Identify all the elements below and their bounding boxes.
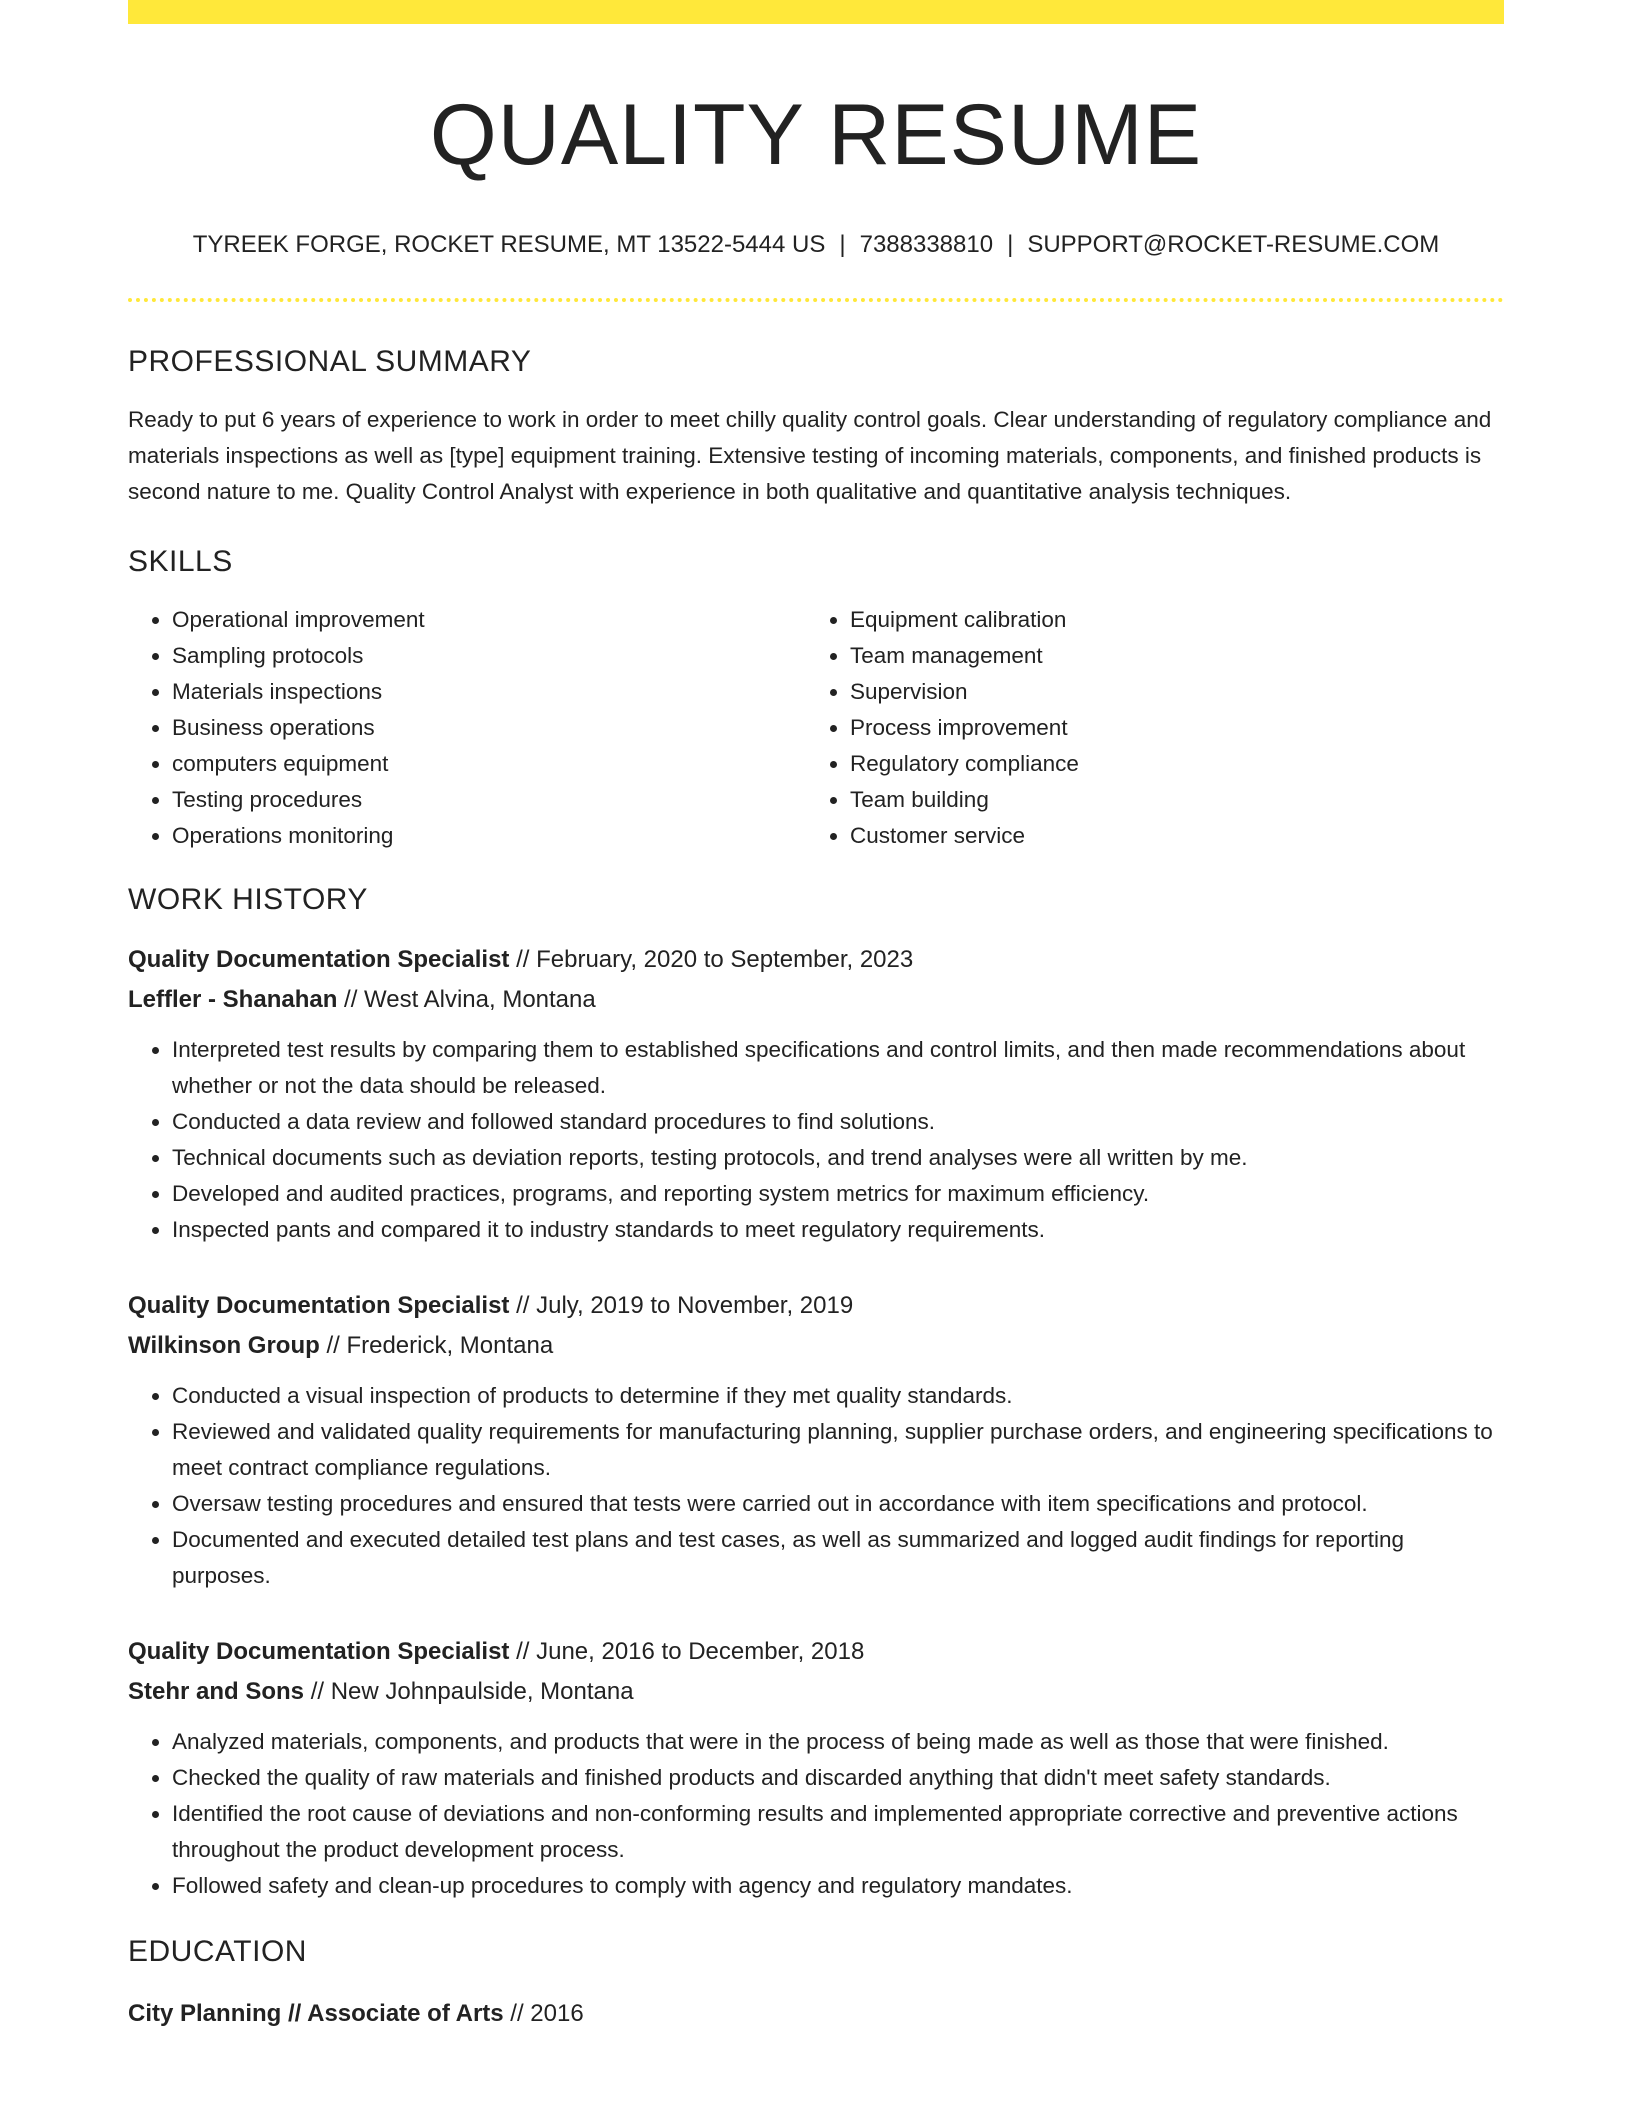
job-bullet: • Followed safety and clean-up procedures to comply with agency and regulatory mandates. — [172, 1868, 1504, 1904]
skill-item: • Operations monitoring — [172, 818, 806, 854]
job-bullet: • Conducted a visual inspection of products to determine if they met quality standards. — [172, 1378, 1504, 1414]
skill-item: • Testing procedures — [172, 782, 806, 818]
job-bullets — [128, 1724, 1504, 1904]
job-bullet: • Interpreted test results by comparing them to established specifications and control limits, and then made recommendations about whether or not the data should be released. — [172, 1032, 1504, 1104]
job-bullet: • Reviewed and validated quality requirements for manufacturing planning, supplier purchase orders, and engineering specifications to meet contract compliance regulations. — [172, 1414, 1504, 1486]
education-degree: City Planning // Associate of Arts — [128, 1999, 504, 2027]
skill-item: • Sampling protocols — [172, 638, 806, 674]
skills-list — [128, 602, 1504, 854]
dotted-divider — [128, 298, 1504, 302]
job-role: Quality Documentation Specialist — [128, 1291, 510, 1319]
skill-item: • Customer service — [850, 818, 1484, 854]
contact-phone: 7388338810 — [859, 231, 994, 259]
job-location: // West Alvina, Montana — [337, 985, 596, 1013]
job-bullet: • Identified the root cause of deviations and non-conforming results and implemented appropriate corrective and preventive actions throughout the product development process. — [172, 1796, 1504, 1868]
job-company: Stehr and Sons — [128, 1677, 305, 1705]
contact-email: SUPPORT@ROCKET-RESUME.COM — [1027, 231, 1440, 259]
job-title-line — [128, 1632, 1504, 1672]
job-bullets — [128, 1032, 1504, 1248]
job-bullet: • Analyzed materials, components, and products that were in the process of being made as well as those that were finished. — [172, 1724, 1504, 1760]
skills-column-left — [128, 602, 806, 854]
job-company-line — [128, 1326, 1504, 1366]
skill-item: • Regulatory compliance — [850, 746, 1484, 782]
skills-column-right — [806, 602, 1484, 854]
education-year: // 2016 — [503, 1999, 584, 2027]
skills-heading: SKILLS — [128, 544, 233, 578]
job-company-line — [128, 1672, 1504, 1712]
skill-item: • Business operations — [172, 710, 806, 746]
job-entry — [128, 1286, 1504, 1594]
education-entry — [128, 1994, 1504, 2034]
job-role: Quality Documentation Specialist — [128, 945, 510, 973]
job-location: // New Johnpaulside, Montana — [304, 1677, 634, 1705]
skill-item: • Process improvement — [850, 710, 1484, 746]
job-entry — [128, 940, 1504, 1248]
job-bullet: • Documented and executed detailed test plans and test cases, as well as summarized and logged audit findings for reporting purposes. — [172, 1522, 1504, 1594]
skill-item: • Team management — [850, 638, 1484, 674]
education-heading: EDUCATION — [128, 1934, 307, 1968]
skill-item: • Team building — [850, 782, 1484, 818]
skill-item: • Materials inspections — [172, 674, 806, 710]
job-bullet: • Oversaw testing procedures and ensured that tests were carried out in accordance with item specifications and protocol. — [172, 1486, 1504, 1522]
job-dates: // June, 2016 to December, 2018 — [509, 1637, 865, 1665]
job-company-line — [128, 980, 1504, 1020]
job-title-line — [128, 940, 1504, 980]
contact-line — [128, 231, 1504, 260]
skill-item: • computers equipment — [172, 746, 806, 782]
job-location: // Frederick, Montana — [319, 1331, 554, 1359]
job-dates: // February, 2020 to September, 2023 — [509, 945, 914, 973]
skill-item: • Operational improvement — [172, 602, 806, 638]
job-dates: // July, 2019 to November, 2019 — [509, 1291, 854, 1319]
job-bullet: • Inspected pants and compared it to industry standards to meet regulatory requirements. — [172, 1212, 1504, 1248]
contact-address: TYREEK FORGE, ROCKET RESUME, MT 13522-5444 US — [192, 231, 826, 259]
job-entry — [128, 1632, 1504, 1904]
job-role: Quality Documentation Specialist — [128, 1637, 510, 1665]
job-bullet: • Conducted a data review and followed standard procedures to find solutions. — [172, 1104, 1504, 1140]
job-bullet: • Developed and audited practices, programs, and reporting system metrics for maximum efficiency. — [172, 1176, 1504, 1212]
summary-heading: PROFESSIONAL SUMMARY — [128, 344, 532, 378]
skill-item: • Equipment calibration — [850, 602, 1484, 638]
job-bullets — [128, 1378, 1504, 1594]
contact-separator: | — [1007, 231, 1014, 259]
job-bullet: • Checked the quality of raw materials and finished products and discarded anything that didn't meet safety standards. — [172, 1760, 1504, 1796]
job-title-line — [128, 1286, 1504, 1326]
accent-top-bar — [128, 0, 1504, 24]
resume-title: QUALITY RESUME — [429, 87, 1203, 183]
job-company: Wilkinson Group — [128, 1331, 320, 1359]
job-company: Leffler - Shanahan — [128, 985, 338, 1013]
job-bullet: • Technical documents such as deviation reports, testing protocols, and trend analyses were all written by me. — [172, 1140, 1504, 1176]
resume-page — [128, 0, 1504, 2034]
contact-separator: | — [839, 231, 846, 259]
skill-item: • Supervision — [850, 674, 1484, 710]
work-history-heading: WORK HISTORY — [128, 882, 368, 916]
summary-text: Ready to put 6 years of experience to work in order to meet chilly quality control goals. Clear understanding of regulatory compliance and materials inspections as well as [type] equipment training. Extensive testing of incoming materials, components, and finished products is second nature to me. Quality Control Analyst with experience in both qualitative and quantitative analysis techniques. — [128, 406, 1492, 504]
